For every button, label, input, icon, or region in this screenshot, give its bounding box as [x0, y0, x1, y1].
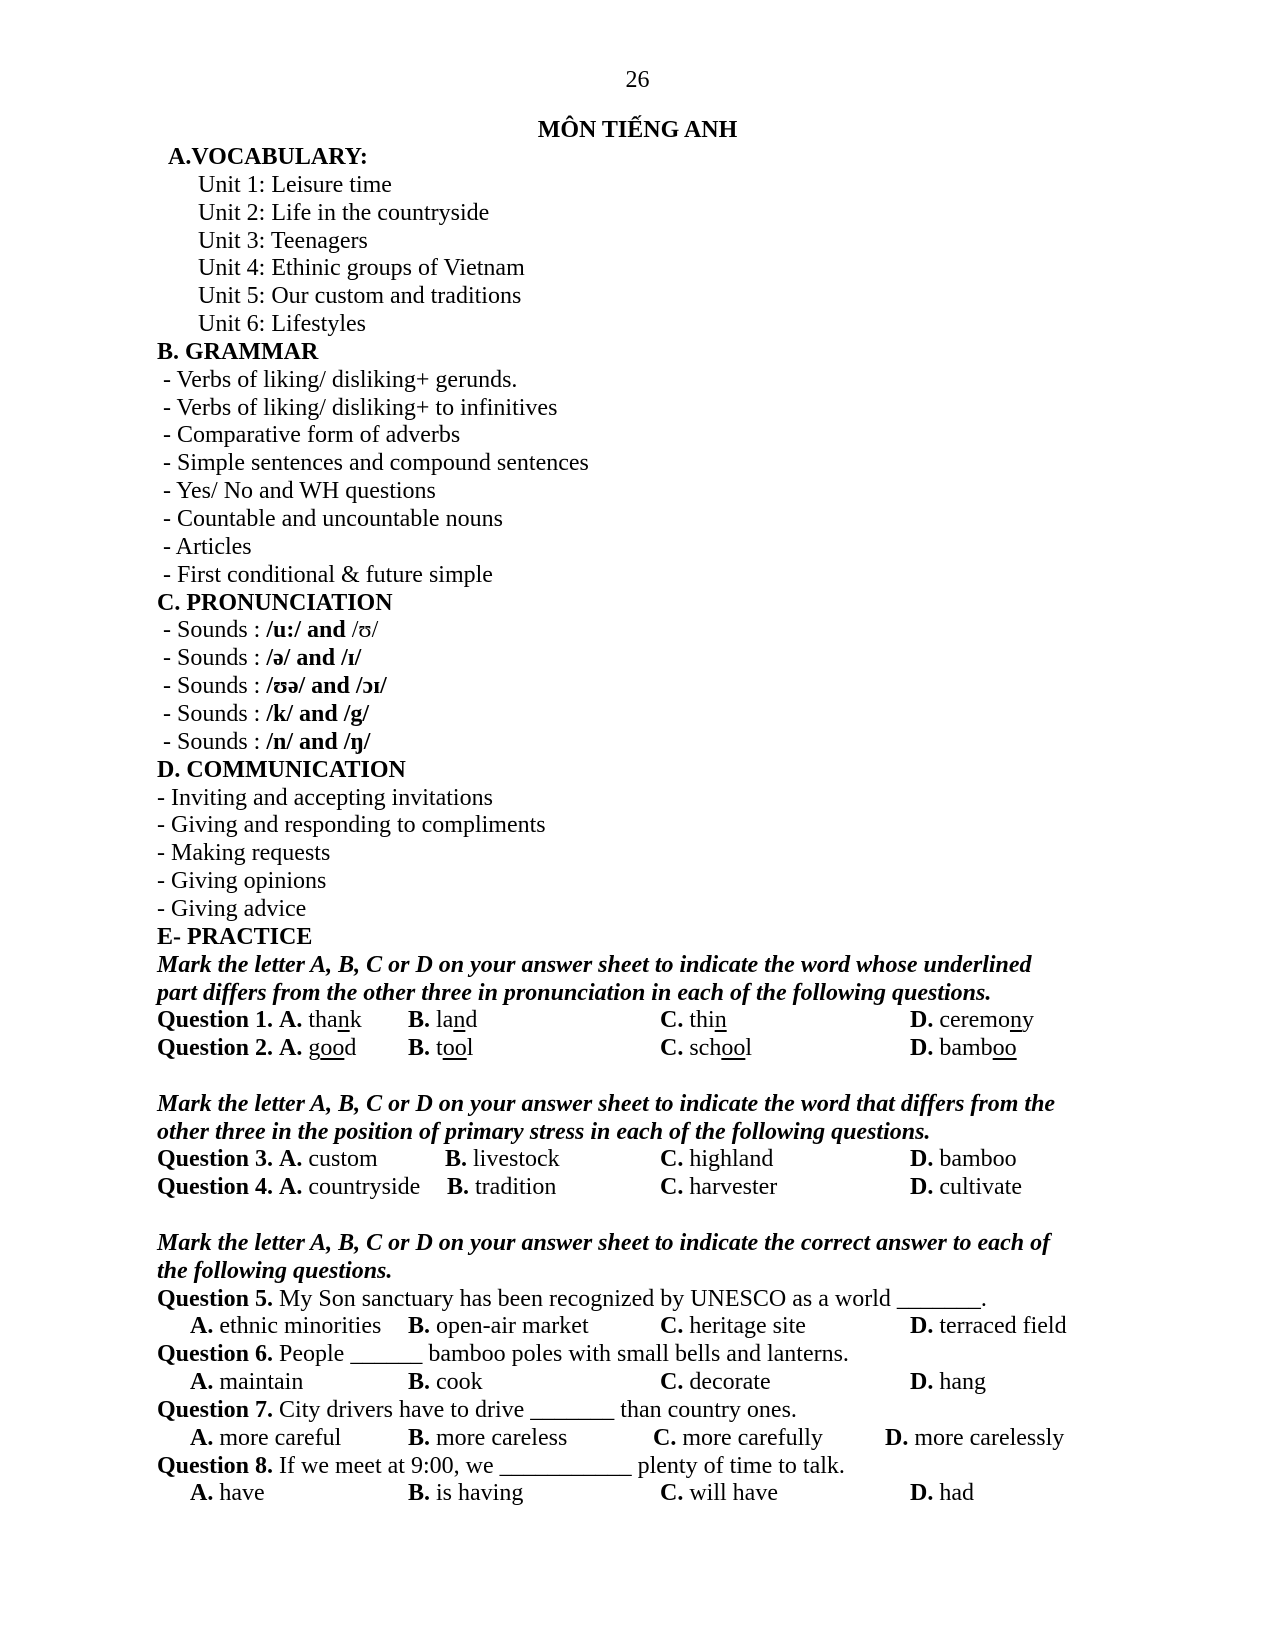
communication-item: - Giving and responding to compliments: [157, 812, 546, 838]
question-2: Question 2. A. good: [157, 1035, 357, 1061]
option-d: D. had: [910, 1480, 974, 1506]
option-a: A. have: [190, 1480, 265, 1506]
communication-item: - Making requests: [157, 840, 331, 866]
grammar-item: - Countable and uncountable nouns: [163, 506, 503, 532]
option-d: D. more carelessly: [885, 1425, 1065, 1451]
page-title: MÔN TIẾNG ANH: [537, 117, 738, 143]
communication-item: - Inviting and accepting invitations: [157, 785, 493, 811]
instruction-line: Mark the letter A, B, C or D on your answer sheet to indicate the word whose underlined: [157, 952, 1032, 978]
pronunciation-item: - Sounds : /ə/ and /ɪ/: [163, 645, 362, 671]
option-b: B. tool: [408, 1035, 474, 1061]
question-5: Question 5. My Son sanctuary has been recognized by UNESCO as a world _______.: [157, 1286, 987, 1312]
question-8: Question 8. If we meet at 9:00, we ___________ plenty of time to talk.: [157, 1453, 845, 1479]
pronunciation-item: - Sounds : /n/ and /ŋ/: [163, 729, 371, 755]
option-c: C. school: [660, 1035, 753, 1061]
pronunciation-item: - Sounds : /ʊə/ and /ɔɪ/: [163, 673, 387, 699]
option-d: D. bamboo: [910, 1146, 1017, 1172]
option-d: D. cultivate: [910, 1174, 1022, 1200]
communication-item: - Giving advice: [157, 896, 307, 922]
grammar-item: - Verbs of liking/ disliking+ gerunds.: [163, 367, 518, 393]
option-d: D. ceremony: [910, 1007, 1034, 1033]
option-b: B. livestock: [445, 1146, 560, 1172]
question-7: Question 7. City drivers have to drive _______ than country ones.: [157, 1397, 797, 1423]
option-c: C. more carefully: [653, 1425, 823, 1451]
question-3: Question 3. A. custom: [157, 1146, 378, 1172]
option-a: A. ethnic minorities: [190, 1313, 382, 1339]
pronunciation-item: - Sounds : /k/ and /g/: [163, 701, 370, 727]
option-b: B. tradition: [447, 1174, 557, 1200]
instruction-line: Mark the letter A, B, C or D on your answer sheet to indicate the word that differs from the: [157, 1091, 1056, 1117]
option-c: C. harvester: [660, 1174, 778, 1200]
instruction-line: the following questions.: [157, 1258, 393, 1284]
question-4: Question 4. A. countryside: [157, 1174, 421, 1200]
instruction-line: Mark the letter A, B, C or D on your answer sheet to indicate the correct answer to each of: [157, 1230, 1051, 1256]
option-a: A. maintain: [190, 1369, 304, 1395]
question-1: Question 1. A. thank: [157, 1007, 362, 1033]
grammar-item: - Simple sentences and compound sentences: [163, 450, 589, 476]
option-a: A. more careful: [190, 1425, 342, 1451]
option-c: C. thin: [660, 1007, 727, 1033]
option-c: C. decorate: [660, 1369, 771, 1395]
vocab-item: Unit 4: Ethinic groups of Vietnam: [198, 255, 525, 281]
communication-item: - Giving opinions: [157, 868, 327, 894]
vocab-item: Unit 2: Life in the countryside: [198, 200, 490, 226]
grammar-item: - Comparative form of adverbs: [163, 422, 461, 448]
option-b: B. is having: [408, 1480, 524, 1506]
option-d: D. bamboo: [910, 1035, 1017, 1061]
vocab-item: Unit 3: Teenagers: [198, 228, 368, 254]
option-b: B. cook: [408, 1369, 483, 1395]
pronunciation-item: - Sounds : /u:/ and /ʊ/: [163, 617, 379, 643]
option-b: B. open-air market: [408, 1313, 589, 1339]
instruction-line: part differs from the other three in pronunciation in each of the following questions.: [157, 980, 992, 1006]
vocab-item: Unit 1: Leisure time: [198, 172, 392, 198]
vocabulary-heading: A.VOCABULARY:: [168, 144, 368, 170]
pronunciation-heading: C. PRONUNCIATION: [157, 590, 393, 616]
option-b: B. land: [408, 1007, 478, 1033]
vocab-item: Unit 6: Lifestyles: [198, 311, 366, 337]
option-c: C. heritage site: [660, 1313, 806, 1339]
option-c: C. will have: [660, 1480, 778, 1506]
vocab-item: Unit 5: Our custom and traditions: [198, 283, 522, 309]
option-b: B. more careless: [408, 1425, 568, 1451]
grammar-item: - Verbs of liking/ disliking+ to infinitives: [163, 395, 558, 421]
grammar-heading: B. GRAMMAR: [157, 339, 319, 365]
grammar-item: - Articles: [163, 534, 252, 560]
page-number: 26: [625, 67, 650, 93]
question-6: Question 6. People ______ bamboo poles with small bells and lanterns.: [157, 1341, 849, 1367]
grammar-item: - Yes/ No and WH questions: [163, 478, 436, 504]
option-d: D. terraced field: [910, 1313, 1067, 1339]
instruction-line: other three in the position of primary stress in each of the following questions.: [157, 1119, 931, 1145]
communication-heading: D. COMMUNICATION: [157, 757, 406, 783]
option-c: C. highland: [660, 1146, 774, 1172]
practice-heading: E- PRACTICE: [157, 924, 313, 950]
grammar-item: - First conditional & future simple: [163, 562, 493, 588]
option-d: D. hang: [910, 1369, 986, 1395]
